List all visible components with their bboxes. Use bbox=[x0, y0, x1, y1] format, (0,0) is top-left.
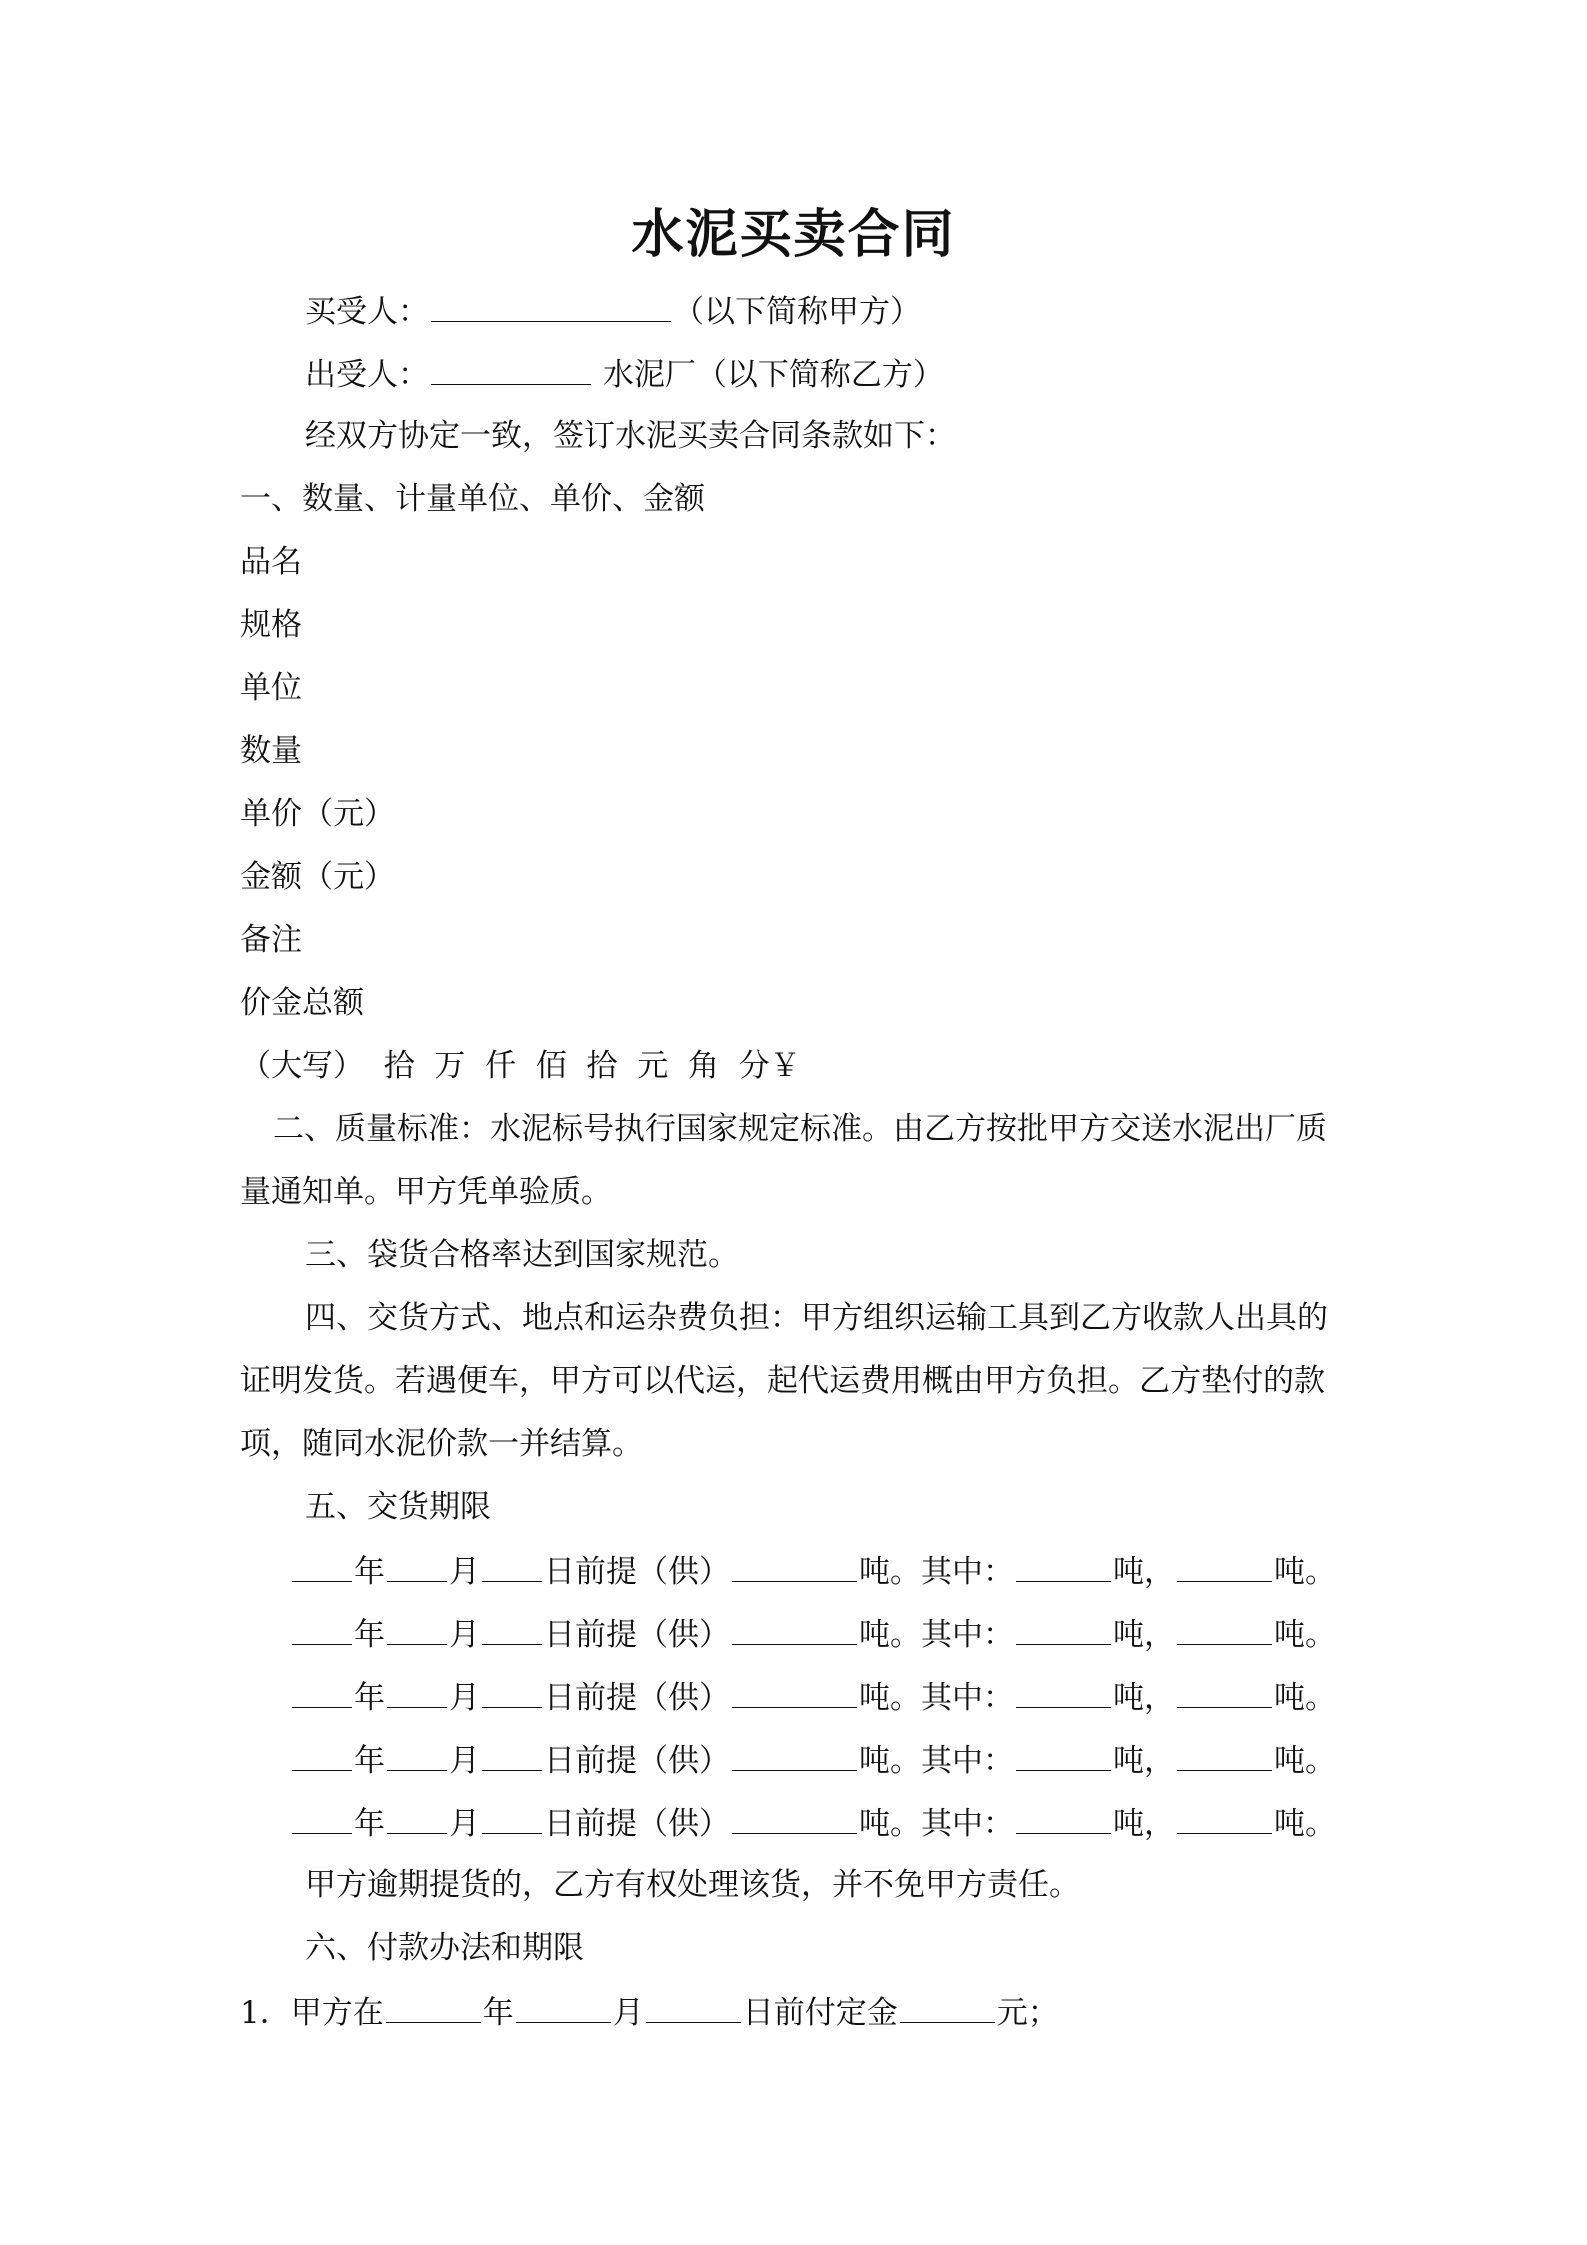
delivery-part1-blank bbox=[1016, 1673, 1111, 1708]
delivery-day-label: 日前提（供） bbox=[544, 1680, 730, 1716]
delivery-month-blank bbox=[387, 1610, 447, 1645]
payment-month-blank bbox=[516, 1988, 611, 2023]
section6-heading: 六、付款办法和期限 bbox=[305, 1930, 584, 1966]
delivery-year-label: 年 bbox=[354, 1617, 385, 1653]
delivery-ton2-label: 吨， bbox=[1113, 1554, 1175, 1590]
delivery-part1-blank bbox=[1016, 1547, 1111, 1582]
section5-note: 甲方逾期提货的，乙方有权处理该货，并不免甲方责任。 bbox=[305, 1867, 1080, 1903]
delivery-row bbox=[290, 1799, 1336, 1845]
section5-heading: 五、交货期限 bbox=[305, 1489, 491, 1525]
payment-day-blank bbox=[646, 1988, 741, 2023]
delivery-day-label: 日前提（供） bbox=[544, 1617, 730, 1653]
section4-line1: 四、交货方式、地点和运杂费负担：甲方组织运输工具到乙方收款人出具的 bbox=[305, 1300, 1328, 1336]
payment-year-blank bbox=[386, 1988, 481, 2023]
payment-item-1 bbox=[240, 1988, 1059, 2034]
delivery-month-label: 月 bbox=[449, 1617, 480, 1653]
section3-text: 三、袋货合格率达到国家规范。 bbox=[305, 1237, 739, 1273]
buyer-blank bbox=[431, 287, 671, 322]
delivery-ton3-label: 吨。 bbox=[1274, 1680, 1336, 1716]
delivery-year-label: 年 bbox=[354, 1806, 385, 1842]
delivery-year-blank bbox=[292, 1736, 352, 1771]
delivery-ton3-label: 吨。 bbox=[1274, 1617, 1336, 1653]
delivery-part2-blank bbox=[1177, 1799, 1272, 1834]
delivery-ton-label: 吨。其中： bbox=[859, 1617, 1014, 1653]
delivery-ton2-label: 吨， bbox=[1113, 1680, 1175, 1716]
field-unit: 单位 bbox=[240, 670, 302, 706]
delivery-day-blank bbox=[482, 1736, 542, 1771]
delivery-part1-blank bbox=[1016, 1610, 1111, 1645]
delivery-month-blank bbox=[387, 1547, 447, 1582]
delivery-ton3-label: 吨。 bbox=[1274, 1806, 1336, 1842]
delivery-row bbox=[290, 1673, 1336, 1719]
delivery-year-label: 年 bbox=[354, 1680, 385, 1716]
delivery-ton2-label: 吨， bbox=[1113, 1617, 1175, 1653]
delivery-ton2-label: 吨， bbox=[1113, 1743, 1175, 1779]
delivery-month-blank bbox=[387, 1673, 447, 1708]
field-product-name: 品名 bbox=[240, 544, 302, 580]
seller-label: 出受人： bbox=[305, 357, 429, 393]
delivery-ton-label: 吨。其中： bbox=[859, 1743, 1014, 1779]
seller-blank bbox=[431, 350, 591, 385]
delivery-day-label: 日前提（供） bbox=[544, 1554, 730, 1590]
delivery-year-blank bbox=[292, 1547, 352, 1582]
delivery-month-blank bbox=[387, 1736, 447, 1771]
delivery-year-blank bbox=[292, 1610, 352, 1645]
delivery-day-blank bbox=[482, 1673, 542, 1708]
delivery-month-blank bbox=[387, 1799, 447, 1834]
buyer-label: 买受人： bbox=[305, 294, 429, 330]
payment-amount-blank bbox=[900, 1988, 995, 2023]
payment-day-label: 日前付定金 bbox=[742, 1995, 898, 2031]
delivery-part1-blank bbox=[1016, 1799, 1111, 1834]
delivery-day-blank bbox=[482, 1547, 542, 1582]
seller-line bbox=[305, 350, 944, 396]
delivery-total-blank bbox=[732, 1736, 857, 1771]
section4-line2: 证明发货。若遇便车，甲方可以代运，起代运费用概由甲方负担。乙方垫付的款 bbox=[240, 1363, 1325, 1399]
field-total: 价金总额 bbox=[240, 985, 364, 1021]
field-remark: 备注 bbox=[240, 922, 302, 958]
field-amount: 金额（元） bbox=[240, 859, 395, 895]
delivery-row bbox=[290, 1736, 1336, 1782]
delivery-month-label: 月 bbox=[449, 1743, 480, 1779]
delivery-part2-blank bbox=[1177, 1610, 1272, 1645]
delivery-row bbox=[290, 1547, 1336, 1593]
buyer-line bbox=[305, 287, 921, 333]
delivery-year-blank bbox=[292, 1673, 352, 1708]
delivery-ton2-label: 吨， bbox=[1113, 1806, 1175, 1842]
delivery-total-blank bbox=[732, 1799, 857, 1834]
delivery-row bbox=[290, 1610, 1336, 1656]
section4-line3: 项，随同水泥价款一并结算。 bbox=[240, 1426, 643, 1462]
delivery-total-blank bbox=[732, 1547, 857, 1582]
capital-amount-line: （大写） 拾 万 仟 佰 拾 元 角 分￥ bbox=[240, 1048, 801, 1084]
delivery-part2-blank bbox=[1177, 1673, 1272, 1708]
delivery-total-blank bbox=[732, 1610, 857, 1645]
section1-heading: 一、数量、计量单位、单价、金额 bbox=[240, 481, 705, 517]
delivery-day-blank bbox=[482, 1610, 542, 1645]
document-title: 水泥买卖合同 bbox=[631, 204, 956, 265]
delivery-year-label: 年 bbox=[354, 1554, 385, 1590]
delivery-part2-blank bbox=[1177, 1736, 1272, 1771]
delivery-day-label: 日前提（供） bbox=[544, 1806, 730, 1842]
delivery-ton-label: 吨。其中： bbox=[859, 1806, 1014, 1842]
payment-year-label: 年 bbox=[482, 1995, 514, 2031]
field-quantity: 数量 bbox=[240, 733, 302, 769]
delivery-part1-blank bbox=[1016, 1736, 1111, 1771]
delivery-ton3-label: 吨。 bbox=[1274, 1743, 1336, 1779]
buyer-suffix: （以下简称甲方） bbox=[673, 294, 921, 330]
delivery-month-label: 月 bbox=[449, 1806, 480, 1842]
delivery-ton-label: 吨。其中： bbox=[859, 1554, 1014, 1590]
delivery-month-label: 月 bbox=[449, 1680, 480, 1716]
field-spec: 规格 bbox=[240, 607, 302, 643]
delivery-year-blank bbox=[292, 1799, 352, 1834]
delivery-total-blank bbox=[732, 1673, 857, 1708]
delivery-year-label: 年 bbox=[354, 1743, 385, 1779]
field-unit-price: 单价（元） bbox=[240, 796, 395, 832]
seller-suffix: 水泥厂（以下简称乙方） bbox=[602, 357, 944, 393]
section2-line1: 二、质量标准：水泥标号执行国家规定标准。由乙方按批甲方交送水泥出厂质 bbox=[273, 1111, 1327, 1147]
payment-yuan-label: 元； bbox=[996, 1995, 1059, 2031]
intro-text: 经双方协定一致，签订水泥买卖合同条款如下： bbox=[305, 418, 956, 454]
payment-prefix: 1．甲方在 bbox=[240, 1995, 384, 2031]
delivery-ton3-label: 吨。 bbox=[1274, 1554, 1336, 1590]
delivery-part2-blank bbox=[1177, 1547, 1272, 1582]
delivery-day-blank bbox=[482, 1799, 542, 1834]
payment-month-label: 月 bbox=[612, 1995, 644, 2031]
delivery-day-label: 日前提（供） bbox=[544, 1743, 730, 1779]
delivery-ton-label: 吨。其中： bbox=[859, 1680, 1014, 1716]
section2-line2: 量通知单。甲方凭单验质。 bbox=[240, 1174, 612, 1210]
delivery-month-label: 月 bbox=[449, 1554, 480, 1590]
